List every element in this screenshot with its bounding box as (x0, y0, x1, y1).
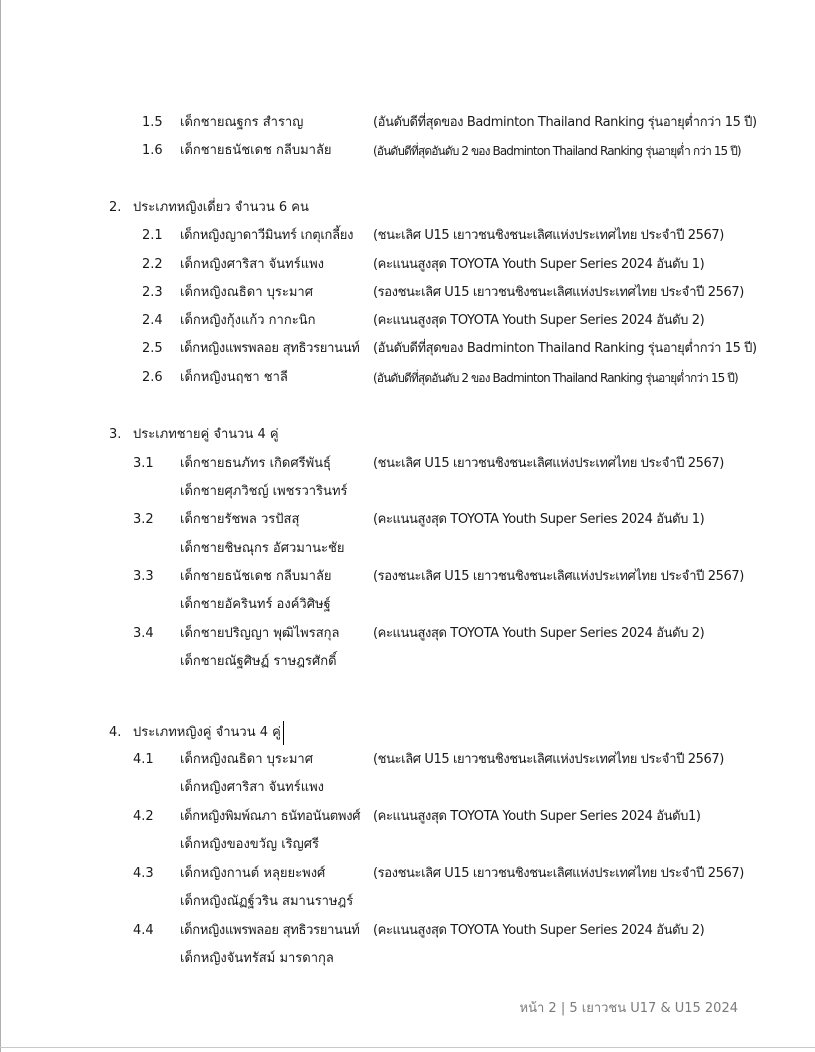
player-name: เด็กหญิงของขวัญ เริญศรี (180, 837, 319, 852)
item-number: 2.1 (142, 228, 163, 243)
item-number: 2.6 (142, 370, 163, 385)
qualification-note: (คะแนนสูงสุด TOYOTA Youth Super Series 2024 อันดับ 2) (373, 626, 705, 641)
item-number: 3.3 (133, 569, 154, 584)
player-name: เด็กหญิงแพรพลอย สุทธิวรยานนท์ (180, 923, 360, 938)
item-number: 3.1 (133, 456, 154, 471)
item-number: 3.2 (133, 512, 154, 527)
item-number: 2.4 (142, 313, 163, 328)
item-number: 1.6 (142, 143, 163, 158)
page-bottom-border (0, 1047, 815, 1048)
player-name: เด็กหญิงณธิดา บุระมาศ (180, 752, 313, 767)
qualification-note: (คะแนนสูงสุด TOYOTA Youth Super Series 2024 อันดับ 2) (373, 923, 705, 938)
player-name: เด็กชายชิษณุกร อัศวมานะชัย (180, 541, 345, 556)
qualification-note: (อันดับดีที่สุดของ Badminton Thailand Ranking รุ่นอายุต่ำกว่า 15 ปี) (373, 115, 757, 130)
player-name: เด็กหญิงพิมพ์ณภา ธนัทอนันตพงศ์ (180, 809, 361, 824)
item-number: 2.2 (142, 257, 163, 272)
qualification-note: (คะแนนสูงสุด TOYOTA Youth Super Series 2024 อันดับ 2) (373, 313, 705, 328)
player-name: เด็กหญิงศาริสา จันทร์แพง (180, 780, 325, 795)
qualification-note: (รองชนะเลิศ U15 เยาวชนชิงชนะเลิศแห่งประเทศไทย ประจำปี 2567) (373, 569, 744, 584)
player-name: เด็กชายปริญญา พุฒิไพรสกุล (180, 626, 340, 641)
qualification-note: (รองชนะเลิศ U15 เยาวชนชิงชนะเลิศแห่งประเทศไทย ประจำปี 2567) (373, 866, 744, 881)
player-name: เด็กชายณัฐศิษฏ์ ราษฎรศักดิ์ (180, 654, 337, 669)
text-cursor (283, 721, 284, 745)
section-title: ประเภทหญิงเดี่ยว จำนวน 6 คน (133, 200, 309, 215)
qualification-note: (อันดับดีที่สุดอันดับ 2 ของ Badminton Thailand Ranking รุ่นอายุต่ำ กว่า 15 ปี) (373, 144, 741, 158)
item-number: 4.1 (133, 752, 154, 767)
section-number: 3. (109, 427, 122, 442)
section-number: 2. (109, 200, 122, 215)
qualification-note: (ชนะเลิศ U15 เยาวชนชิงชนะเลิศแห่งประเทศไทย ประจำปี 2567) (373, 228, 724, 243)
player-name: เด็กหญิงกานต์ หลุยยะพงศ์ (180, 866, 326, 881)
qualification-note: (ชนะเลิศ U15 เยาวชนชิงชนะเลิศแห่งประเทศไทย ประจำปี 2567) (373, 456, 724, 471)
qualification-note: (อันดับดีที่สุดของ Badminton Thailand Ranking รุ่นอายุต่ำกว่า 15 ปี) (373, 341, 757, 356)
player-name: เด็กชายธนัชเดช กลีบมาลัย (180, 569, 332, 584)
item-number: 4.3 (133, 866, 154, 881)
player-name: เด็กหญิงกุ้งแก้ว กากะนิก (180, 313, 316, 328)
player-name: เด็กหญิงศาริสา จันทร์แพง (180, 257, 325, 272)
item-number: 4.2 (133, 809, 154, 824)
item-number: 2.5 (142, 341, 163, 356)
player-name: เด็กหญิงจันทรัสม์ มารดากุล (180, 951, 334, 966)
player-name: เด็กชายธนัชเดช กลีบมาลัย (180, 143, 332, 158)
page-footer: หน้า 2 | 5 เยาวชน U17 & U15 2024 (519, 1001, 738, 1016)
player-name: เด็กชายธนภัทร เกิดศรีพันธุ์ (180, 456, 331, 471)
qualification-note: (คะแนนสูงสุด TOYOTA Youth Super Series 2024 อันดับ 1) (373, 512, 705, 527)
item-number: 2.3 (142, 285, 163, 300)
player-name: เด็กหญิงณัฏฐ์วริน สมานราษฎร์ (180, 894, 354, 909)
page-left-border (0, 0, 1, 1052)
player-name: เด็กชายศุภวิชญ์ เพชรวารินทร์ (180, 484, 348, 499)
player-name: เด็กชายรัชพล วรปัสสุ (180, 512, 300, 527)
item-number: 3.4 (133, 626, 154, 641)
section-title: ประเภทชายคู่ จำนวน 4 คู่ (133, 427, 279, 442)
qualification-note: (คะแนนสูงสุด TOYOTA Youth Super Series 2024 อันดับ1) (373, 809, 701, 824)
section-number: 4. (109, 725, 122, 740)
qualification-note: (ชนะเลิศ U15 เยาวชนชิงชนะเลิศแห่งประเทศไทย ประจำปี 2567) (373, 752, 724, 767)
qualification-note: (อันดับดีที่สุดอันดับ 2 ของ Badminton Thailand Ranking รุ่นอายุต่ำกว่า 15 ปี) (373, 371, 738, 385)
player-name: เด็กหญิงนฤชา ชาลี (180, 370, 288, 385)
qualification-note: (คะแนนสูงสุด TOYOTA Youth Super Series 2024 อันดับ 1) (373, 257, 705, 272)
qualification-note: (รองชนะเลิศ U15 เยาวชนชิงชนะเลิศแห่งประเทศไทย ประจำปี 2567) (373, 285, 744, 300)
player-name: เด็กชายณฐกร สำราญ (180, 115, 304, 130)
section-title: ประเภทหญิงคู่ จำนวน 4 คู่ (133, 725, 281, 740)
item-number: 1.5 (142, 115, 163, 130)
player-name: เด็กหญิงญาดาวีมินทร์ เกตุเกลี้ยง (180, 228, 354, 243)
player-name: เด็กชายอัครินทร์ องค์วิศิษฐ์ (180, 597, 331, 612)
item-number: 4.4 (133, 923, 154, 938)
player-name: เด็กหญิงณธิดา บุระมาศ (180, 285, 313, 300)
player-name: เด็กหญิงแพรพลอย สุทธิวรยานนท์ (180, 341, 360, 356)
